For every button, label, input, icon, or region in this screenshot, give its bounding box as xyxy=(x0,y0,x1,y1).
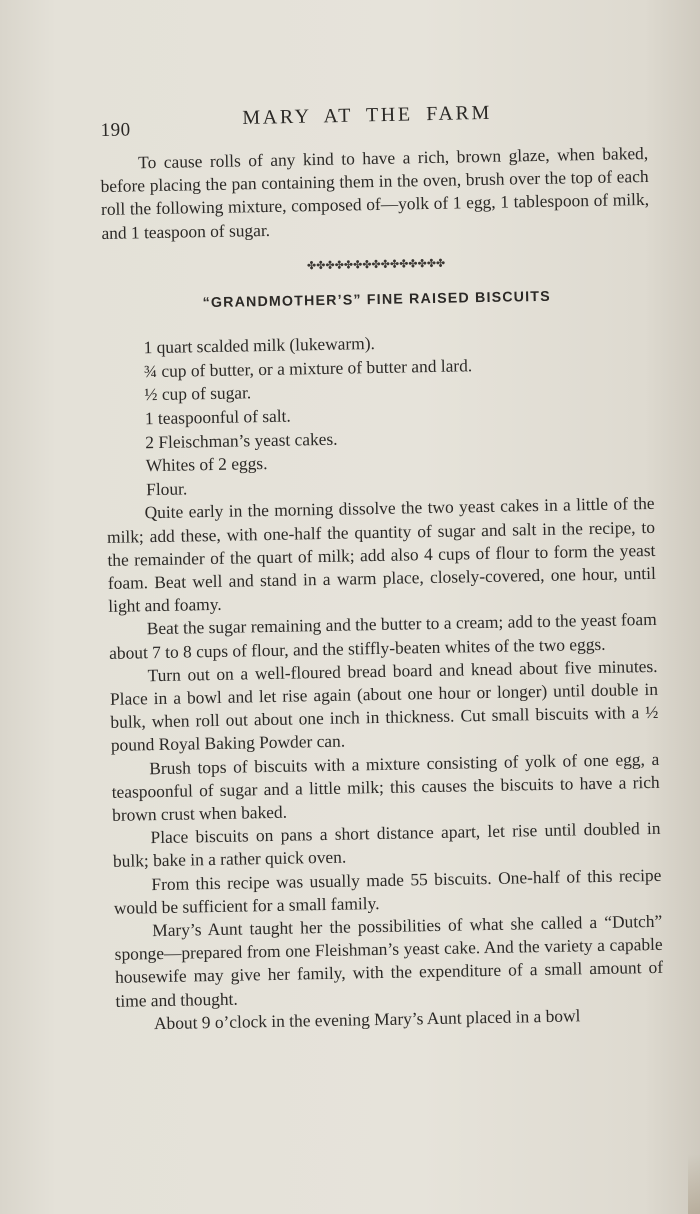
ingredient-item: ¾ cup of butter, or a mixture of butter and lard. xyxy=(143,355,473,382)
method-paragraph: Brush tops of biscuits with a mixture consisting of yolk of one egg, a teaspoonful of sugar and a little milk; this causes the biscuits to have a rich brown crust when baked. xyxy=(111,748,660,825)
running-title: MARY AT THE FARM xyxy=(242,101,493,130)
page-body xyxy=(100,142,664,1036)
ingredient-list xyxy=(143,327,654,501)
ingredient-item: 2 Fleischman’s yeast cakes. xyxy=(145,428,338,452)
method-paragraph: About 9 o’clock in the evening Mary’s Aunt placed in a bowl xyxy=(153,1005,581,1033)
page-number: 190 xyxy=(100,119,131,141)
recipe-title: “GRANDMOTHER’S” FINE RAISED BISCUITS xyxy=(202,288,552,312)
intro-paragraph: To cause rolls of any kind to have a rich, brown glaze, when baked, before placing the pan containing them in the oven, brush over the top of each roll the following mixture, composed of—yolk of 1 egg, 1 tablespoon of milk, and 1 teaspoon of sugar. xyxy=(100,142,650,243)
ingredient-item: Flour. xyxy=(145,478,188,499)
method-paragraph: From this recipe was usually made 55 biscuits. One-half of this recipe would be sufficient for a small family. xyxy=(113,864,662,918)
ingredient-item: 1 quart scalded milk (lukewarm). xyxy=(143,333,376,358)
page-edge-stain xyxy=(688,1154,700,1214)
method-paragraph: Place biscuits on pans a short distance apart, let rise until doubled in bulk; bake in a rather quick oven. xyxy=(112,818,661,872)
ingredient-item: ½ cup of sugar. xyxy=(144,382,252,405)
decorative-divider: ✤✤✤✤✤✤✤✤✤✤✤✤✤✤✤ xyxy=(306,257,446,273)
ingredient-item: 1 teaspoonful of salt. xyxy=(144,405,291,429)
ingredient-item: Whites of 2 eggs. xyxy=(145,453,268,476)
page-header xyxy=(100,88,661,140)
method-paragraph: Mary’s Aunt taught her the possibilities of what she called a “Dutch” sponge—prepared from one Fleishman’s yeast cake. And the variety a capable housewife may give her family, with the expenditure of a small amount of time and thought. xyxy=(114,910,664,1011)
method-paragraph: Beat the sugar remaining and the butter to a cream; add to the yeast foam about 7 to 8 cups of flour, and the stiffly-beaten whites of the two eggs. xyxy=(108,609,657,663)
method-paragraph: Turn out on a well-floured bread board and knead about five minutes. Place in a bowl and let rise again (about one hour or longer) until double in bulk, when roll out about one inch in thickness. Cut small biscuits with a ½ pound Royal Baking Powder can. xyxy=(109,655,659,756)
method-paragraph: Quite early in the morning dissolve the two yeast cakes in a little of the milk; add these, with one-half the quantity of sugar and salt in the recipe, to the remainder of the quart of milk; add also 4 cups of flour to form the yeast foam. Beat well and stand in a warm place, closely-covered, one hour, until light and foamy. xyxy=(106,493,656,617)
